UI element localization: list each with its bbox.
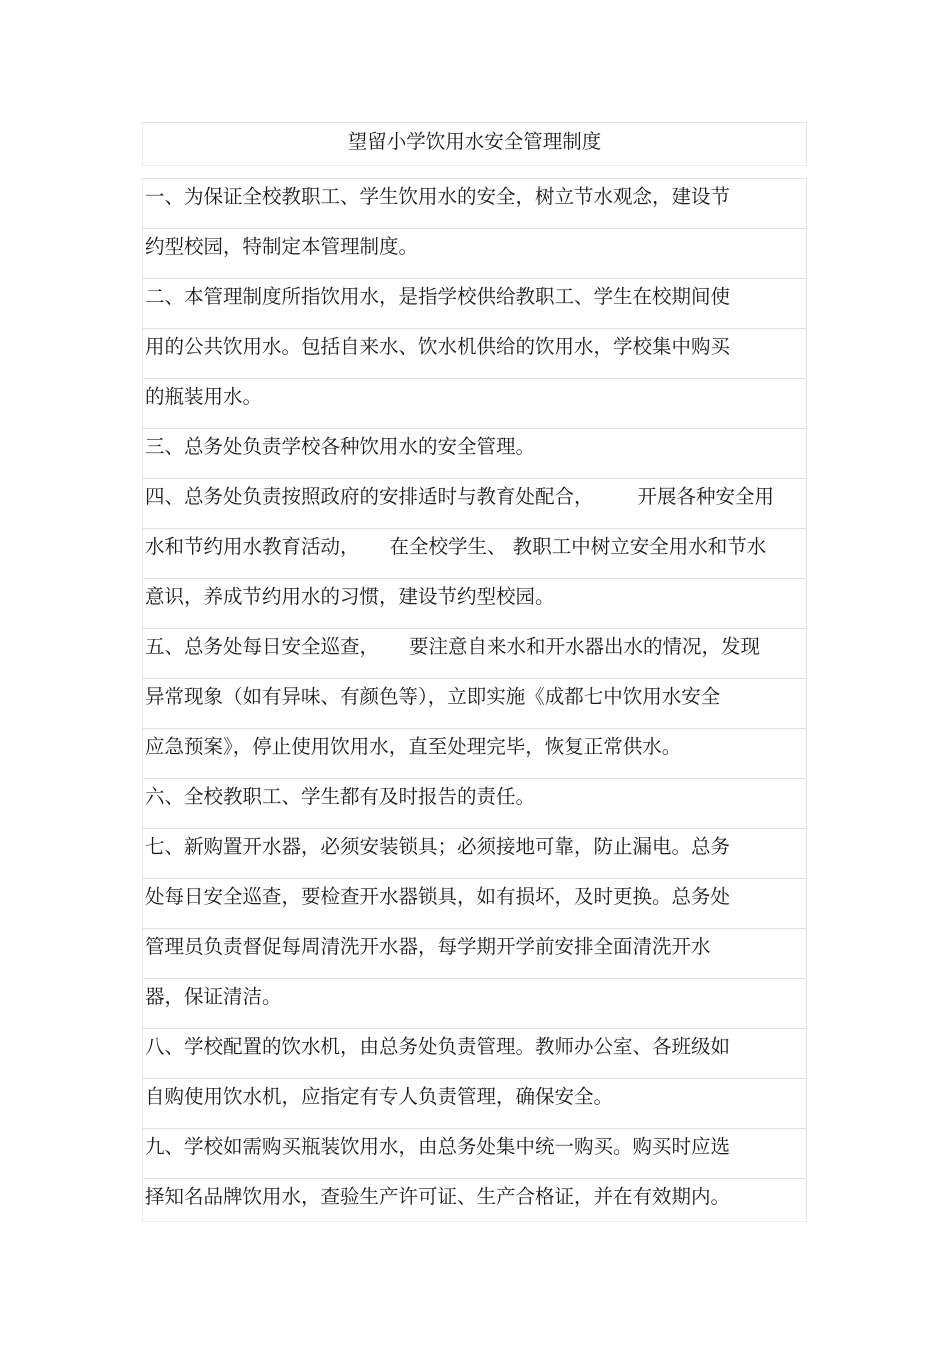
clause-9-line-1: 九、学校如需购买瓶装饮用水，由总务处集中统一购买。购买时应选 (142, 1128, 807, 1178)
document-body (142, 122, 807, 1222)
document-title: 望留小学饮用水安全管理制度 (142, 122, 807, 166)
clause-9-line-2: 择知名品牌饮用水，查验生产许可证、生产合格证，并在有效期内。 (142, 1178, 807, 1222)
clause-5-line-1-part-b: 要注意自来水和开水器出水的情况，发现 (409, 635, 761, 658)
clause-2-line-3: 的瓶装用水。 (142, 378, 807, 428)
clause-5-line-1 (142, 628, 807, 678)
clause-7-line-3: 管理员负责督促每周清洗开水器，每学期开学前安排全面清洗开水 (142, 928, 807, 978)
clause-4-line-2-part-b: 在全校学生、 教职工中树立安全用水和节水 (389, 535, 767, 558)
clause-7-line-4: 器，保证清洁。 (142, 978, 807, 1028)
clause-4-line-1-part-b: 开展各种安全用 (637, 485, 775, 508)
clause-5-line-3: 应急预案》，停止使用饮用水，直至处理完毕，恢复正常供水。 (142, 728, 807, 778)
clause-1-line-1: 一、为保证全校教职工、学生饮用水的安全，树立节水观念，建设节 (142, 178, 807, 228)
clause-8-line-1: 八、学校配置的饮水机，由总务处负责管理。教师办公室、各班级如 (142, 1028, 807, 1078)
clause-8-line-2: 自购使用饮水机，应指定有专人负责管理，确保安全。 (142, 1078, 807, 1128)
clause-5-line-2: 异常现象（如有异味、有颜色等），立即实施《成都七中饮用水安全 (142, 678, 807, 728)
clause-4-line-2-part-a: 水和节约用水教育活动， (145, 535, 360, 558)
clause-3-line-1: 三、总务处负责学校各种饮用水的安全管理。 (142, 428, 807, 478)
clause-7-line-1: 七、新购置开水器，必须安装锁具；必须接地可靠，防止漏电。总务 (142, 828, 807, 878)
clause-4-line-3: 意识，养成节约用水的习惯，建设节约型校园。 (142, 578, 807, 628)
clause-4-line-1-part-a: 四、总务处负责按照政府的安排适时与教育处配合， (145, 485, 594, 508)
clause-5-line-1-part-a: 五、总务处每日安全巡查， (145, 635, 380, 658)
clause-1-line-2: 约型校园，特制定本管理制度。 (142, 228, 807, 278)
clause-2-line-1: 二、本管理制度所指饮用水，是指学校供给教职工、学生在校期间使 (142, 278, 807, 328)
clause-4-line-1 (142, 478, 807, 528)
clause-6-line-1: 六、全校教职工、学生都有及时报告的责任。 (142, 778, 807, 828)
clause-4-line-2 (142, 528, 807, 578)
clause-7-line-2: 处每日安全巡查，要检查开水器锁具，如有损坏，及时更换。总务处 (142, 878, 807, 928)
clause-2-line-2: 用的公共饮用水。包括自来水、饮水机供给的饮用水，学校集中购买 (142, 328, 807, 378)
